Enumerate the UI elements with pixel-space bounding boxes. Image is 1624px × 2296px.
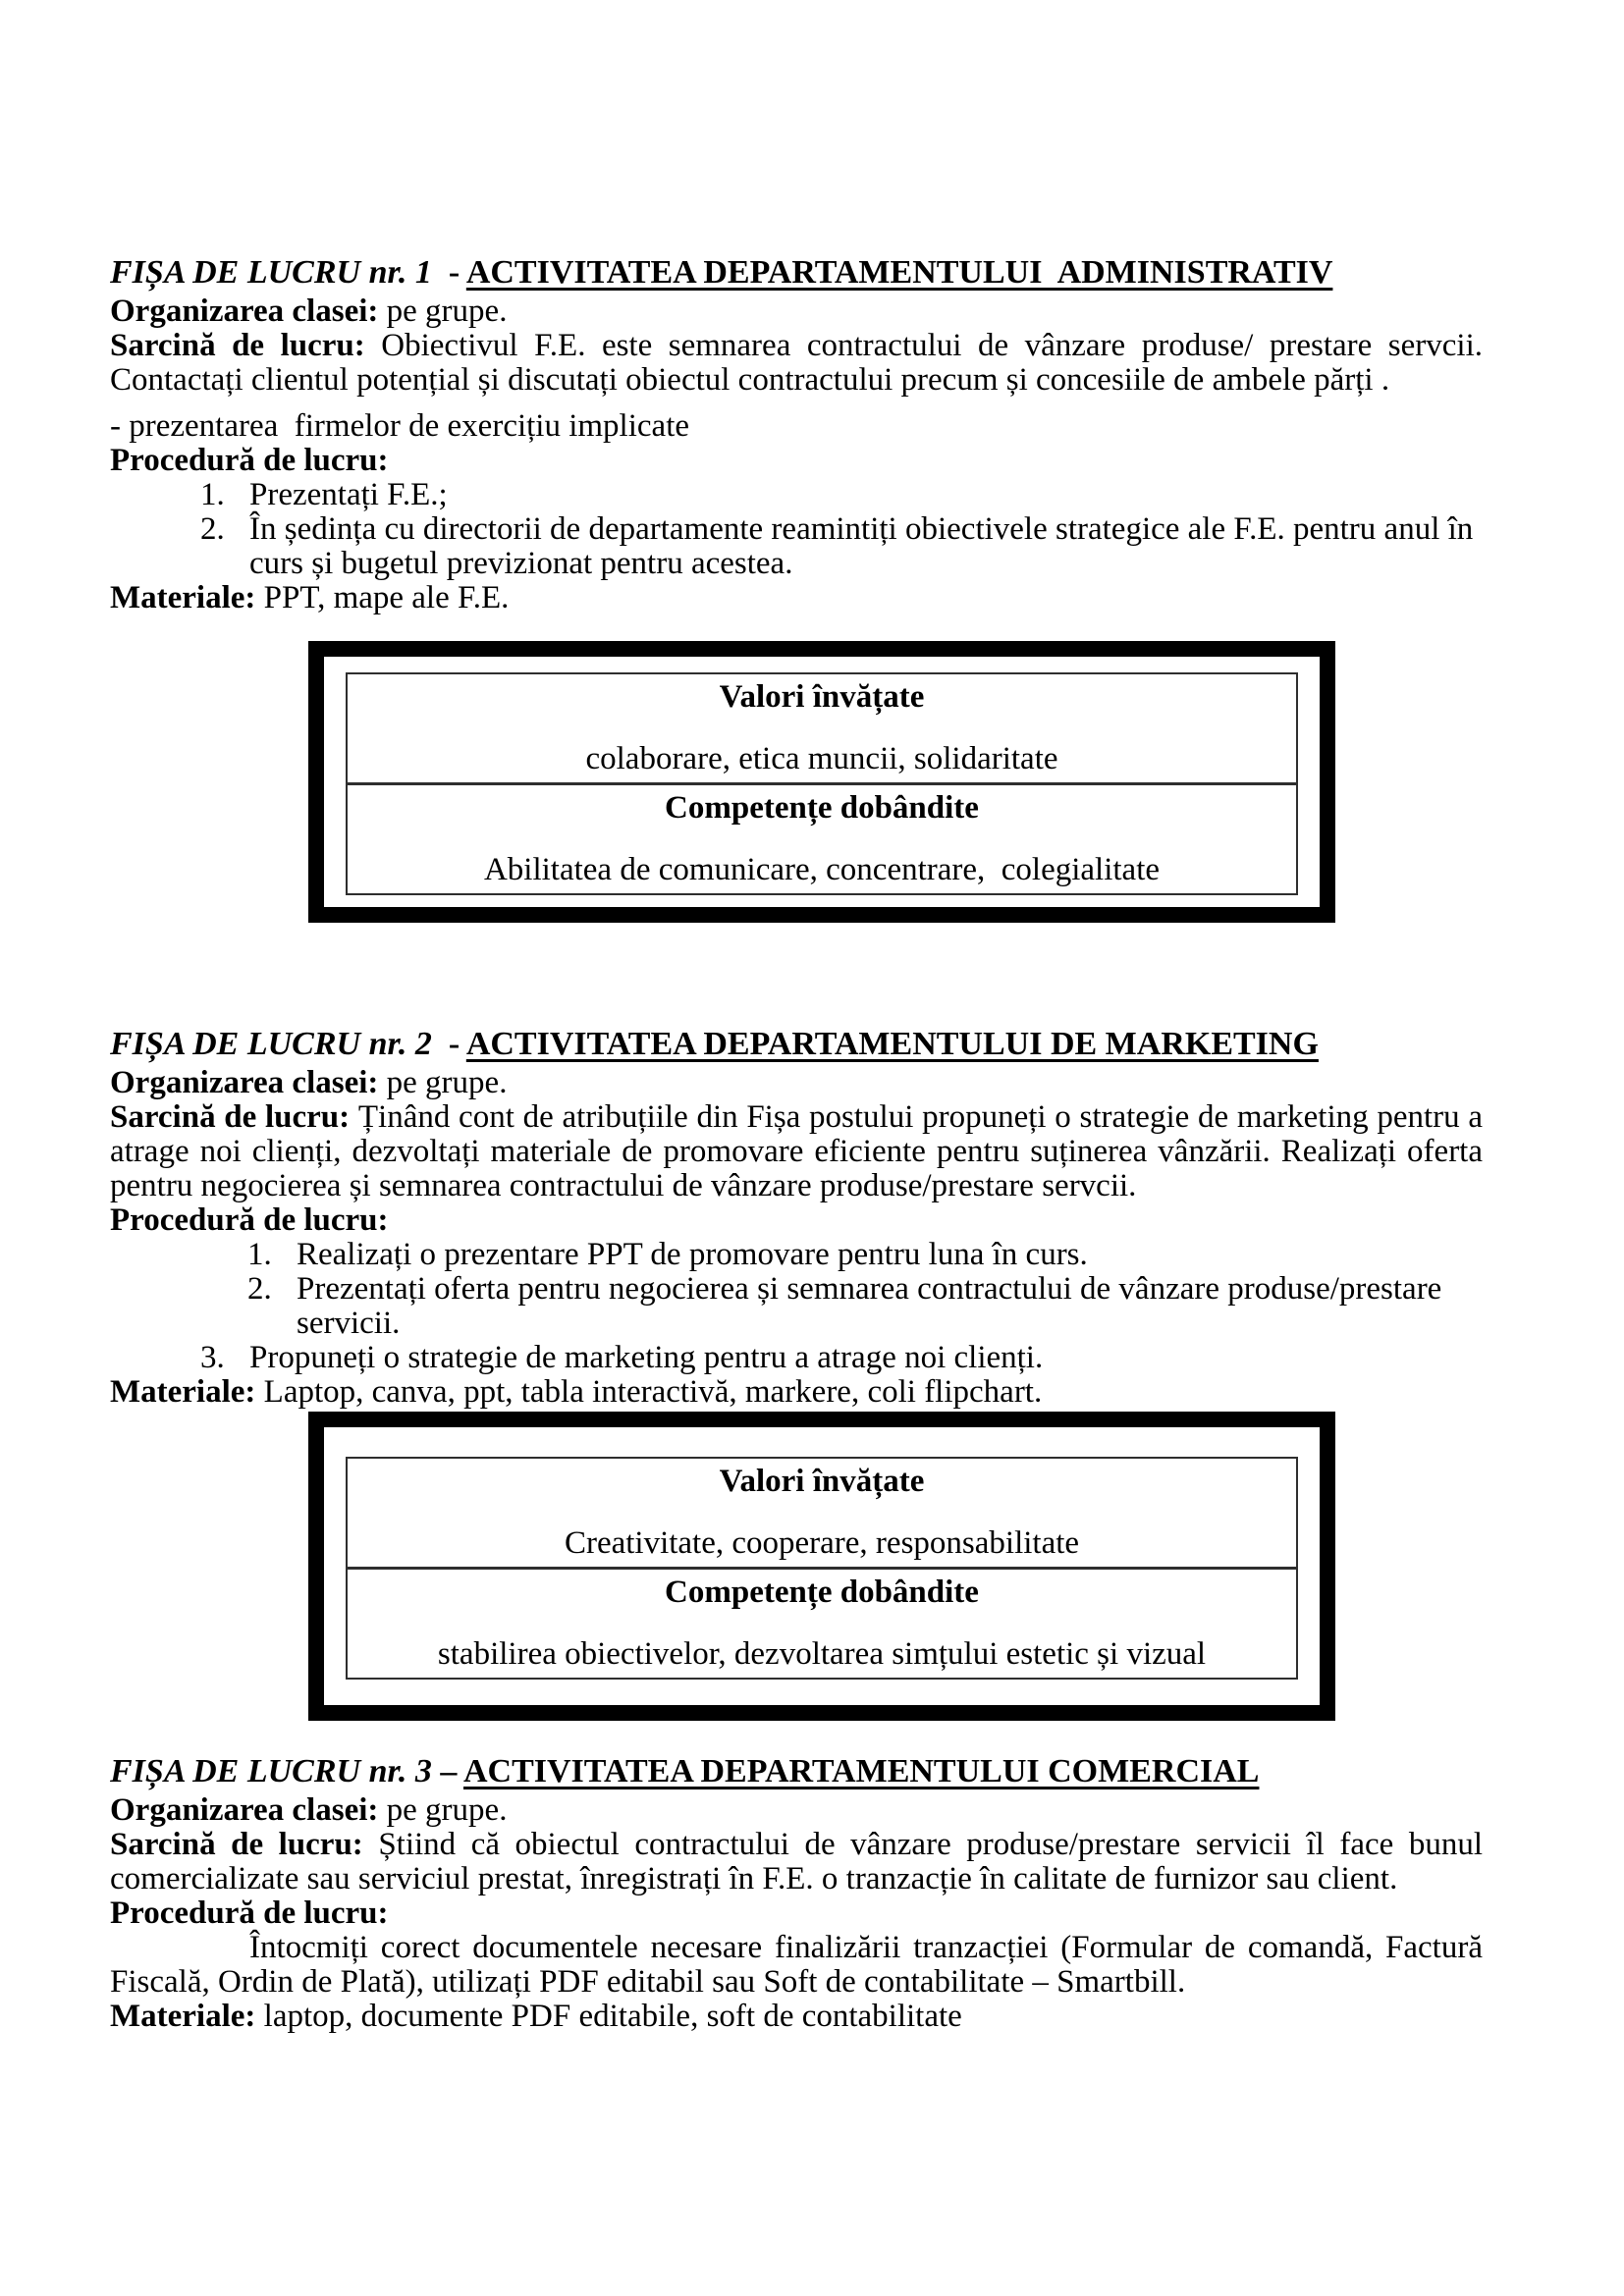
organization-label: Organizarea clasei: bbox=[110, 1792, 379, 1828]
list-item-text: În ședința cu directorii de departamente reamintiți obiectivele strategice ale F.E. pentru anul în curs și bugetul previzionat pentru acestea. bbox=[249, 511, 1474, 581]
task-line bbox=[110, 1828, 1483, 1896]
materials-text: laptop, documente PDF editabile, soft de contabilitate bbox=[263, 1999, 962, 2034]
list-item-number: 2. bbox=[200, 511, 225, 547]
section-title bbox=[110, 1023, 1483, 1066]
task-label: Sarcină de lucru: bbox=[110, 1099, 351, 1135]
list-item bbox=[200, 478, 1483, 512]
organization-value: pe grupe. bbox=[386, 1792, 508, 1828]
procedure-label: Procedură de lucru: bbox=[110, 1202, 389, 1238]
materials-text: PPT, mape ale F.E. bbox=[263, 580, 510, 615]
task-text: Ținând cont de atribuțiile din Fișa postului propuneți o strategie de marketing pentru a atrage noi clienți, dezvoltați materiale de promovare eficiente pentru suținerea vânzării. Realizați oferta pentru negocierea și semnarea contractului de vânzare produse/prestare servcii. bbox=[110, 1099, 1483, 1203]
title-separator: - bbox=[431, 1026, 466, 1062]
materials-label: Materiale: bbox=[110, 1999, 256, 2034]
worksheet-subject: ACTIVITATEA DEPARTAMENTULUI COMERCIAL bbox=[462, 1753, 1260, 1789]
list-item bbox=[247, 1238, 1483, 1272]
organization-label: Organizarea clasei: bbox=[110, 294, 379, 329]
list-item bbox=[200, 1341, 1483, 1375]
procedure-heading bbox=[110, 1896, 1483, 1931]
title-separator: - bbox=[431, 254, 466, 291]
materials-text: Laptop, canva, ppt, tabla interactivă, markere, coli flipchart. bbox=[263, 1374, 1043, 1410]
organization-label: Organizarea clasei: bbox=[110, 1065, 379, 1100]
task-line bbox=[110, 1100, 1483, 1203]
worksheet-number: FIȘA DE LUCRU nr. 1 bbox=[110, 254, 432, 291]
list-item-text: Realizați o prezentare PPT de promovare pentru luna în curs. bbox=[297, 1237, 1088, 1272]
competences-header: Competențe dobândite bbox=[665, 790, 979, 826]
values-text: colaborare, etica muncii, solidaritate bbox=[585, 741, 1058, 776]
section-title bbox=[110, 1750, 1483, 1793]
box-table bbox=[346, 672, 1298, 895]
values-header: Valori învățate bbox=[719, 679, 925, 715]
worksheet-subject: ACTIVITATEA DEPARTAMENTULUI ADMINISTRATIV bbox=[465, 254, 1333, 291]
procedure-list bbox=[110, 478, 1483, 581]
materials-label: Materiale: bbox=[110, 1374, 256, 1410]
organization-line bbox=[110, 1066, 1483, 1100]
list-item bbox=[247, 1272, 1483, 1341]
list-item-number: 2. bbox=[247, 1271, 272, 1307]
competences-row bbox=[348, 782, 1296, 893]
procedure-list bbox=[110, 1238, 1483, 1375]
competences-row bbox=[348, 1567, 1296, 1678]
organization-line bbox=[110, 1793, 1483, 1828]
task-label: Sarcină de lucru: bbox=[110, 328, 365, 363]
competences-header: Competențe dobândite bbox=[665, 1575, 979, 1610]
list-item-number: 3. bbox=[200, 1340, 225, 1375]
task-label: Sarcină de lucru: bbox=[110, 1827, 363, 1862]
worksheet-section-2 bbox=[110, 1023, 1483, 1410]
procedure-paragraph: Întocmiți corect documentele necesare finalizării tranzacției (Formular de comandă, Factură Fiscală, Ordin de Plată), utilizați PDF editabil sau Soft de contabilitate – Smartbill. bbox=[110, 1930, 1483, 2000]
materials-line bbox=[110, 2000, 1483, 2034]
values-competences-box-1 bbox=[308, 641, 1335, 923]
procedure-label: Procedură de lucru: bbox=[110, 1896, 389, 1931]
values-row bbox=[348, 1459, 1296, 1567]
competences-text: stabilirea obiectivelor, dezvoltarea simțului estetic și vizual bbox=[437, 1636, 1207, 1672]
organization-value: pe grupe. bbox=[386, 1065, 508, 1100]
organization-value: pe grupe. bbox=[386, 294, 508, 329]
list-item-text: Propuneți o strategie de marketing pentru a atrage noi clienți. bbox=[249, 1340, 1044, 1375]
list-item-text: Prezentați F.E.; bbox=[249, 477, 448, 512]
procedure-label: Procedură de lucru: bbox=[110, 443, 389, 478]
task-text: Obiectivul F.E. este semnarea contractului de vânzare produse/ prestare servcii. Contactați clientul potențial și discutați obiectul contractului precum și concesiile de ambele părți . bbox=[110, 328, 1484, 398]
worksheet-number: FIȘA DE LUCRU nr. 3 bbox=[110, 1753, 432, 1789]
title-separator: – bbox=[431, 1753, 463, 1789]
competences-text: Abilitatea de comunicare, concentrare, colegialitate bbox=[483, 852, 1161, 887]
values-row bbox=[348, 674, 1296, 782]
materials-line bbox=[110, 581, 1483, 615]
values-header: Valori învățate bbox=[719, 1464, 925, 1499]
task-line bbox=[110, 329, 1483, 398]
task-text: Știind că obiectul contractului de vânzare produse/prestare servicii îl face bunul comercializate sau serviciul prestat, înregistrați în F.E. o tranzacție în calitate de furnizor sau client. bbox=[110, 1827, 1483, 1896]
materials-line bbox=[110, 1375, 1483, 1410]
list-item-text: Prezentați oferta pentru negocierea și semnarea contractului de vânzare produse/prestare servicii. bbox=[297, 1271, 1442, 1341]
values-competences-box-2 bbox=[308, 1412, 1335, 1721]
worksheet-subject: ACTIVITATEA DEPARTAMENTULUI DE MARKETING bbox=[465, 1026, 1319, 1062]
box-table bbox=[346, 1457, 1298, 1680]
worksheet-section-1 bbox=[110, 251, 1483, 615]
list-item-number: 1. bbox=[200, 477, 225, 512]
list-item-number: 1. bbox=[247, 1237, 272, 1272]
worksheet-number: FIȘA DE LUCRU nr. 2 bbox=[110, 1026, 432, 1062]
organization-line bbox=[110, 294, 1483, 329]
note-line: - prezentarea firmelor de exercițiu implicate bbox=[110, 408, 690, 444]
materials-label: Materiale: bbox=[110, 580, 256, 615]
section-title bbox=[110, 251, 1483, 294]
list-item bbox=[200, 512, 1483, 581]
values-text: Creativitate, cooperare, responsabilitate bbox=[564, 1525, 1080, 1561]
procedure-heading bbox=[110, 444, 1483, 478]
worksheet-section-3 bbox=[110, 1750, 1483, 2034]
procedure-heading bbox=[110, 1203, 1483, 1238]
